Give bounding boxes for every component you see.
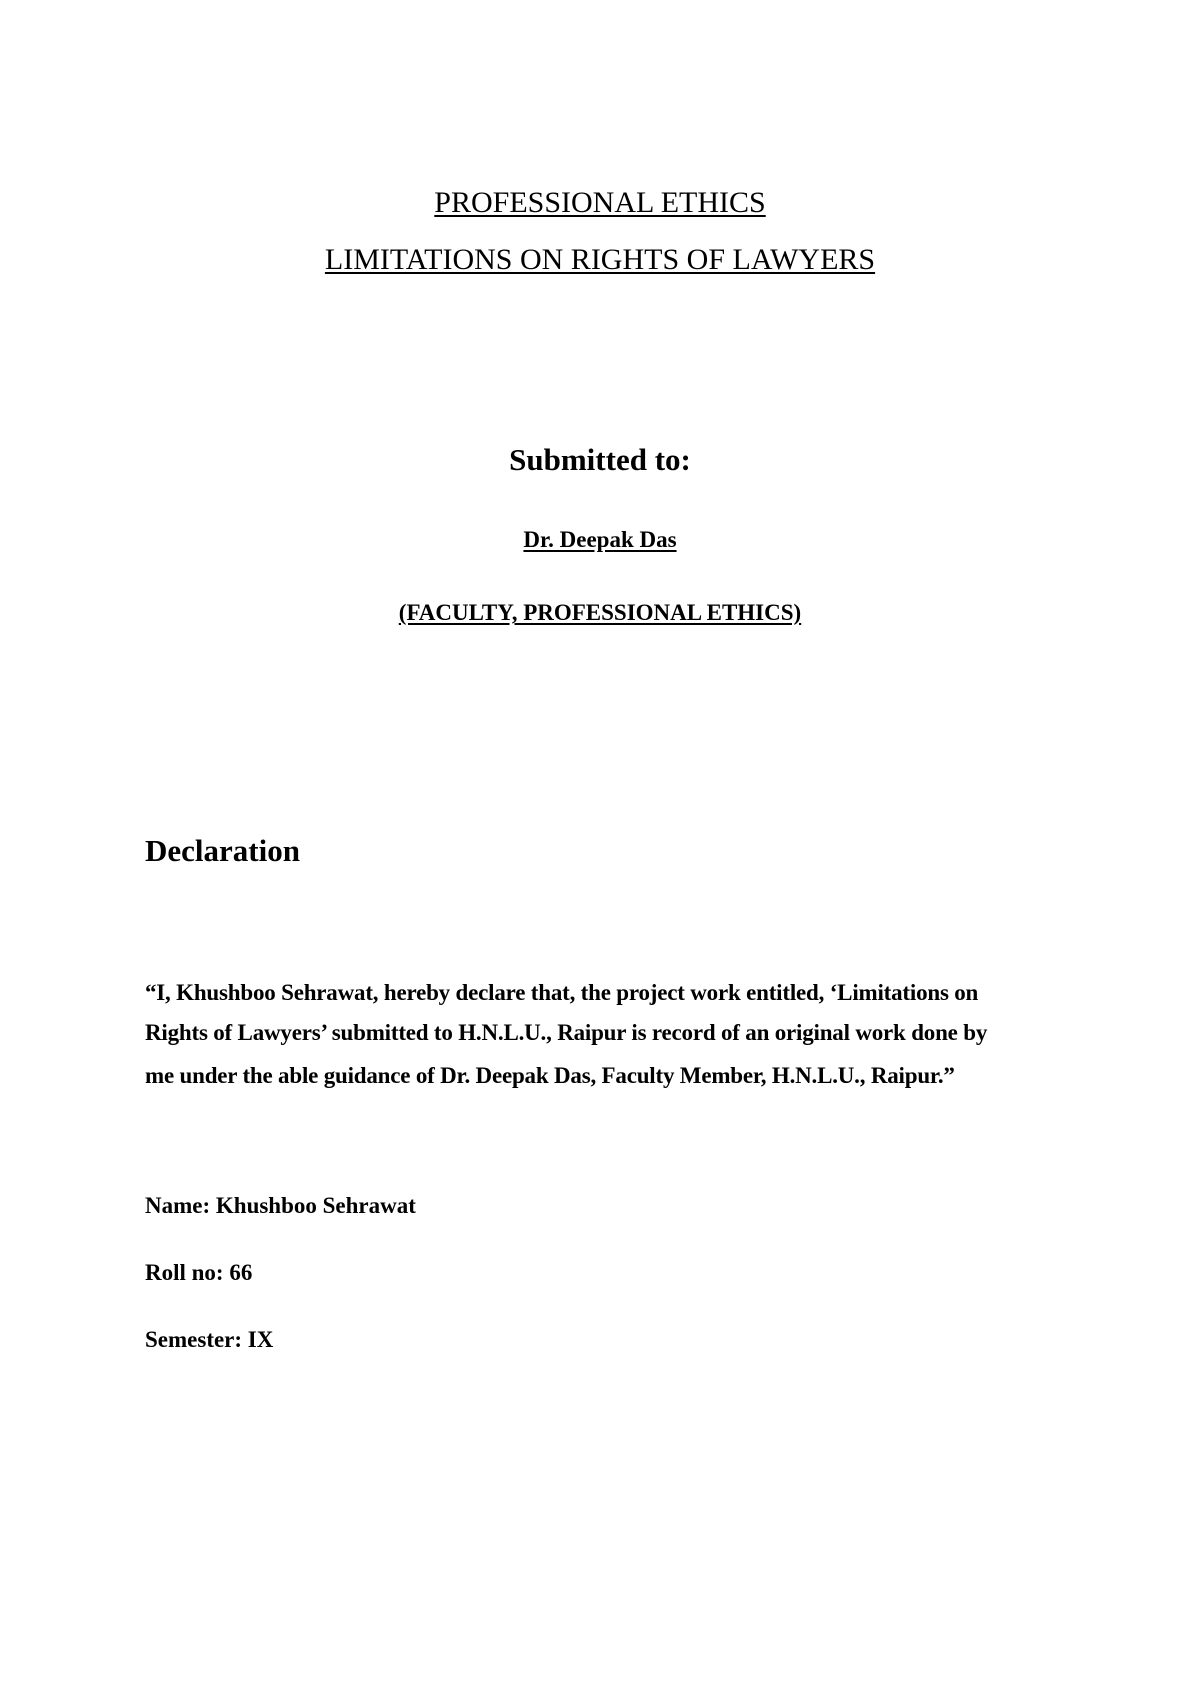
declaration-line: Rights of Lawyers’ submitted to H.N.L.U., Raipur is record of an original work done by <box>145 1020 988 1045</box>
faculty-role: (FACULTY, PROFESSIONAL ETHICS) <box>398 600 802 625</box>
document-title-subject: PROFESSIONAL ETHICS <box>434 186 766 219</box>
declaration-line: “I, Khushboo Sehrawat, hereby declare that, the project work entitled, ‘Limitations on <box>145 980 979 1005</box>
faculty-name: Dr. Deepak Das <box>523 527 677 552</box>
semester: Semester: IX <box>145 1327 274 1352</box>
declaration-line: me under the able guidance of Dr. Deepak Das, Faculty Member, H.N.L.U., Raipur.” <box>145 1063 955 1088</box>
declaration-heading: Declaration <box>145 833 300 868</box>
student-name: Name: Khushboo Sehrawat <box>145 1193 416 1218</box>
document-title-topic: LIMITATIONS ON RIGHTS OF LAWYERS <box>324 243 876 276</box>
roll-number: Roll no: 66 <box>145 1260 253 1285</box>
submitted-to-heading: Submitted to: <box>509 442 691 477</box>
